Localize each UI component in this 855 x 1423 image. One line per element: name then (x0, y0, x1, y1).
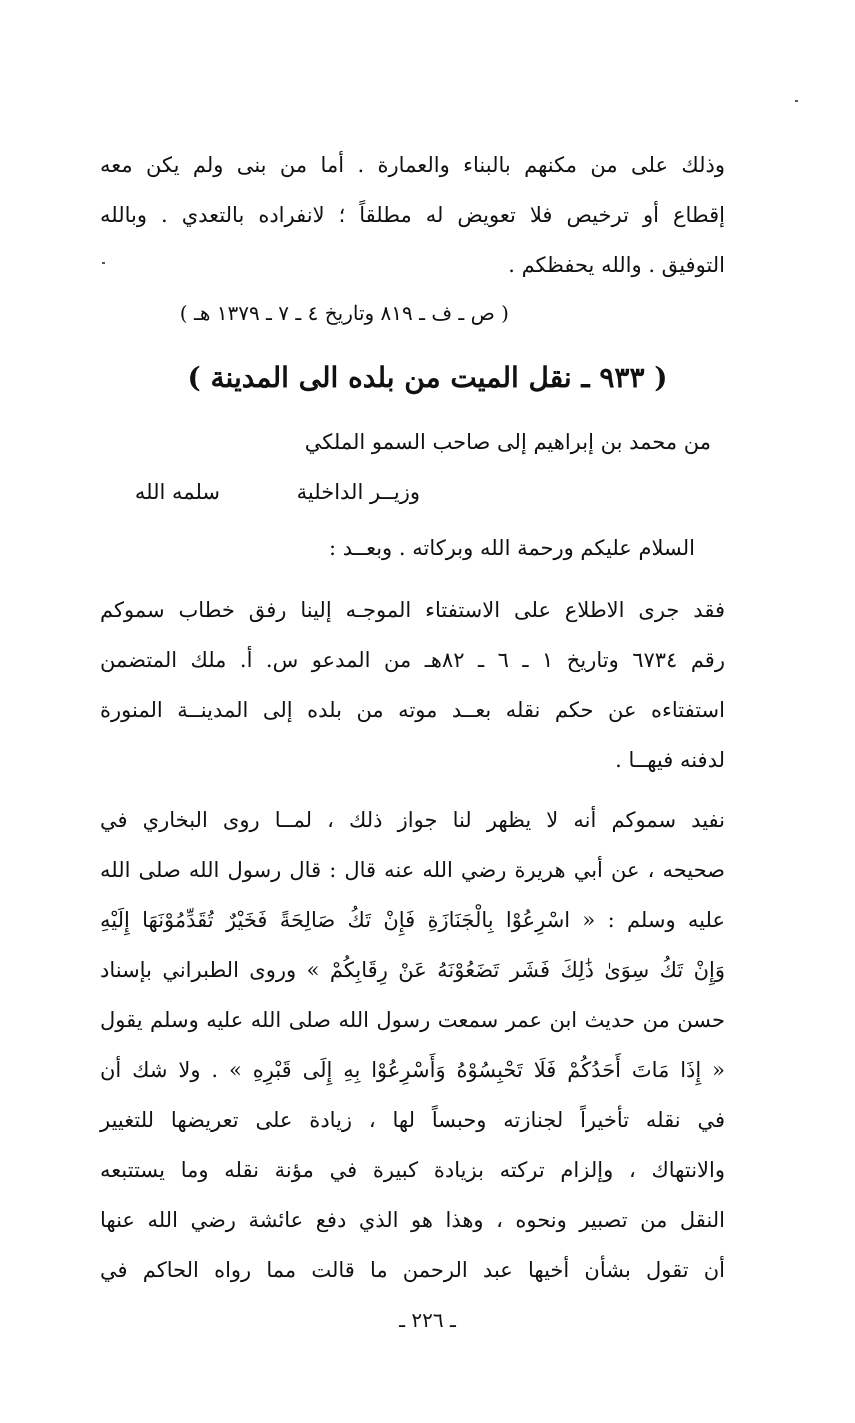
paragraph-3-line-8: والانتهاك ، وإلزام تركته بزيادة كبيرة في مؤنة نقله وما يستتبعه (100, 1158, 725, 1182)
paragraph-3-line-3: عليه وسلم : « اسْرِعُوْا بِالْجَنَازَةِ فَإِنْ تَكُ صَالِحَةً فَخَيْرٌ تُقَدِّمُوْنَهَا إِلَيْهِ (100, 908, 725, 932)
section-heading: ( ٩٣٣ ـ نقل الميت من بلده الى المدينة ) (187, 361, 668, 394)
paragraph-2-line-4: لدفنه فيهــا . (615, 748, 725, 772)
greeting-line: السلام عليكم ورحمة الله وبركاته . وبعــد : (329, 536, 695, 560)
letter-from-line: من محمد بن إبراهيم إلى صاحب السمو الملكي (304, 430, 711, 454)
addressee-title: وزيــر الداخلية (296, 480, 420, 504)
fatwa-reference: ( ص ـ ف ـ ٨١٩ وتاريخ ٤ ـ ٧ ـ ١٣٧٩ هـ ) (179, 301, 509, 325)
paragraph-3-line-4: وَإِنْ تَكُ سِوَىٰ ذَٰلِكَ فَشَر تَضَعُوْنَهُ عَنْ رِقَابِكُمْ » وروى الطبراني بإسناد (100, 958, 725, 982)
paragraph-1-line-2: إقطاع أو ترخيص فلا تعويض له مطلقاً ؛ لانفراده بالتعدي . وبالله (100, 203, 725, 227)
paragraph-3-line-1: نفيد سموكم أنه لا يظهر لنا جواز ذلك ، لمــا روى البخاري في (100, 808, 725, 832)
paragraph-3-line-7: في نقله تأخيراً لجنازته وحبساً لها ، زيادة على تعريضها للتغيير (100, 1108, 725, 1132)
paragraph-3-line-2: صحيحه ، عن أبي هريرة رضي الله عنه قال : قال رسول الله صلى الله (100, 858, 725, 882)
paragraph-3-line-5: حسن من حديث ابن عمر سمعت رسول الله صلى الله عليه وسلم يقول (100, 1008, 725, 1032)
scan-speck (102, 262, 105, 264)
page-number: ـ ٢٢٦ ـ (399, 1308, 456, 1332)
paragraph-1-line-1: وذلك على من مكنهم بالبناء والعمارة . أما من بنى ولم يكن معه (100, 153, 725, 177)
paragraph-1-line-3: التوفيق . والله يحفظكم . (508, 253, 725, 277)
scan-speck (795, 100, 798, 102)
paragraph-3-line-9: النقل من تصبير ونحوه ، وهذا هو الذي دفع عائشة رضي الله عنها (100, 1208, 725, 1232)
paragraph-3-line-10: أن تقول بشأن أخيها عبد الرحمن ما قالت مما رواه الحاكم في (100, 1258, 725, 1282)
paragraph-3-line-6: « إِذَا مَاتَ أَحَدُكُمْ فَلَا تَحْبِسُوْهُ وَأَسْرِعُوْا بِهِ إِلَى قَبْرِهِ » . ولا شك أن (100, 1058, 725, 1082)
paragraph-2-line-2: رقم ٦٧٣٤ وتاريخ ١ ـ ٦ ـ ٨٢هـ من المدعو س. أ. ملك المتضمن (100, 648, 725, 672)
addressee-blessing: سلمه الله (134, 480, 220, 504)
paragraph-2-line-3: استفتاءه عن حكم نقله بعــد موته من بلده إلى المدينــة المنورة (100, 698, 725, 722)
paragraph-2-line-1: فقد جرى الاطلاع على الاستفتاء الموجـه إلينا رفق خطاب سموكم (100, 598, 725, 622)
